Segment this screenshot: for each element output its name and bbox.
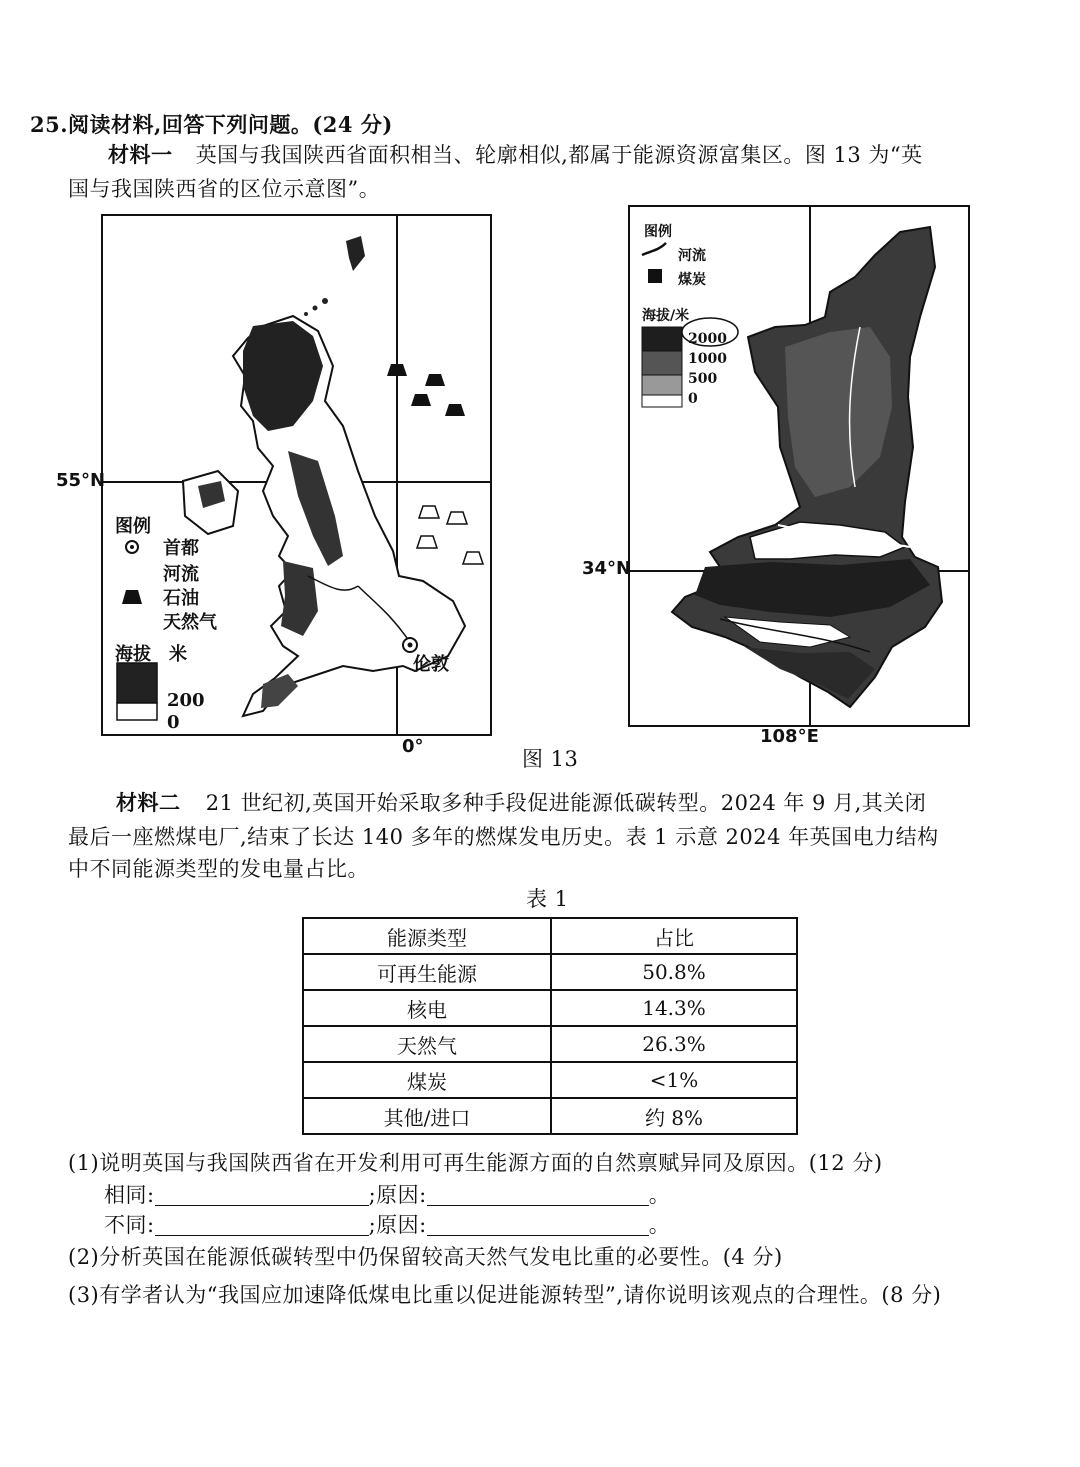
material2-label: 材料二 [116,790,181,815]
material1-text-1: 英国与我国陕西省面积相当、轮廓相似,都属于能源资源富集区。图 13 为“英 [195,143,923,167]
legend-elevation-high [117,663,157,703]
oil-field-icon [411,394,431,406]
material2-text-1: 21 世纪初,英国开始采取多种手段促进能源低碳转型。2024 年 9 月,其关闭 [205,791,927,815]
table-cell-share: 约 8% [551,1098,797,1134]
question-1: (1)说明英国与我国陕西省在开发利用可再生能源方面的自然禀赋异同及原因。(12 分) [68,1151,883,1175]
table-header-row [303,918,797,954]
legend-river-icon [642,243,666,255]
oil-field-icon [425,374,445,386]
table-cell-type: 煤炭 [303,1062,551,1098]
table-cell-type: 其他/进口 [303,1098,551,1134]
shetland-islands [346,236,365,271]
diff-label: 不同: [104,1213,155,1237]
table-caption: 表 1 [526,887,569,911]
gas-field-icon [417,536,437,548]
uk-legend-unit: 米 [169,644,187,665]
uk-map [101,214,492,736]
diff-end-mark: 。 [648,1213,671,1237]
table-cell-type: 核电 [303,990,551,1026]
legend-elevation-low [117,703,157,720]
same-reason-label: ;原因: [368,1183,427,1207]
shaanxi-lat-label: 34°N [582,558,632,579]
table-header-type: 能源类型 [303,918,551,954]
shaanxi-map [628,205,970,727]
energy-table [302,917,798,1135]
table-row [303,1098,797,1134]
table-cell-type: 天然气 [303,1026,551,1062]
uk-legend-oil: 石油 [163,588,199,609]
table-cell-share: 26.3% [551,1026,797,1062]
oil-field-icon [387,364,407,376]
same-reason-blank[interactable] [427,1183,649,1206]
material2-first-line [116,786,926,820]
material1-first-line [108,138,923,172]
material2-text-3: 中不同能源类型的发电量占比。 [68,857,369,881]
shaanxi-legend-title: 图例 [644,224,672,240]
uk-legend-gas: 天然气 [163,612,217,633]
london-label: 伦敦 [413,654,449,675]
diff-reason-blank[interactable] [427,1213,649,1236]
legend-oil-icon [122,590,142,604]
uk-legend-river: 河流 [163,564,199,585]
shaanxi-legend-2000: 2000 [688,331,727,347]
oil-field-icon [445,404,465,416]
table-row [303,954,797,990]
legend-elevation-2000 [642,327,682,351]
table-cell-share: 50.8% [551,954,797,990]
question-2: (2)分析英国在能源低碳转型中仍保留较高天然气发电比重的必要性。(4 分) [68,1245,783,1269]
uk-legend-200: 200 [167,690,205,711]
material2-text-2: 最后一座燃煤电厂,结束了长达 140 多年的燃煤发电历史。表 1 示意 2024 年英国电力结构 [68,825,939,849]
shaanxi-lon-label: 108°E [760,726,819,747]
same-end-mark: 。 [648,1183,671,1207]
uk-legend-elevation: 海拔 [115,644,151,665]
shaanxi-legend-1000: 1000 [688,351,727,367]
diff-reason-label: ;原因: [368,1213,427,1237]
gas-field-icon [447,512,467,524]
table-row [303,1062,797,1098]
shaanxi-legend-500: 500 [688,371,718,387]
table-cell-share: 14.3% [551,990,797,1026]
table-row [303,1026,797,1062]
table-cell-type: 可再生能源 [303,954,551,990]
legend-elevation-1000 [642,351,682,375]
gas-field-icon [419,506,439,518]
gas-field-icon [463,552,483,564]
figure-caption: 图 13 [522,747,579,771]
uk-legend-capital: 首都 [163,538,199,559]
question-3: (3)有学者认为“我国应加速降低煤电比重以促进能源转型”,请你说明该观点的合理性。(8 分) [68,1283,942,1307]
table-row [303,990,797,1026]
legend-elevation-500 [642,375,682,395]
diff-answer-blank[interactable] [155,1213,369,1236]
uk-legend-0: 0 [167,712,180,733]
answer-diff-row [104,1208,670,1242]
same-answer-blank[interactable] [155,1183,369,1206]
table-header-share: 占比 [551,918,797,954]
table-cell-share: <1% [551,1062,797,1098]
shaanxi-legend-coal: 煤炭 [678,272,706,288]
legend-elevation-0 [642,395,682,407]
material1-label: 材料一 [108,142,173,167]
uk-legend-title: 图例 [115,516,151,537]
legend-coal-icon [648,269,662,283]
material1-text-2: 国与我国陕西省的区位示意图”。 [68,177,381,201]
shaanxi-legend-0: 0 [688,391,698,407]
question-header: 25.阅读材料,回答下列问题。(24 分) [30,112,393,137]
shaanxi-legend-elevation: 海拔/米 [642,308,690,324]
uk-lon-label: 0° [402,736,424,757]
uk-lat-label: 55°N [56,470,106,491]
shaanxi-legend-river: 河流 [678,248,706,264]
same-label: 相同: [104,1183,155,1207]
answer-same-row [104,1178,670,1212]
